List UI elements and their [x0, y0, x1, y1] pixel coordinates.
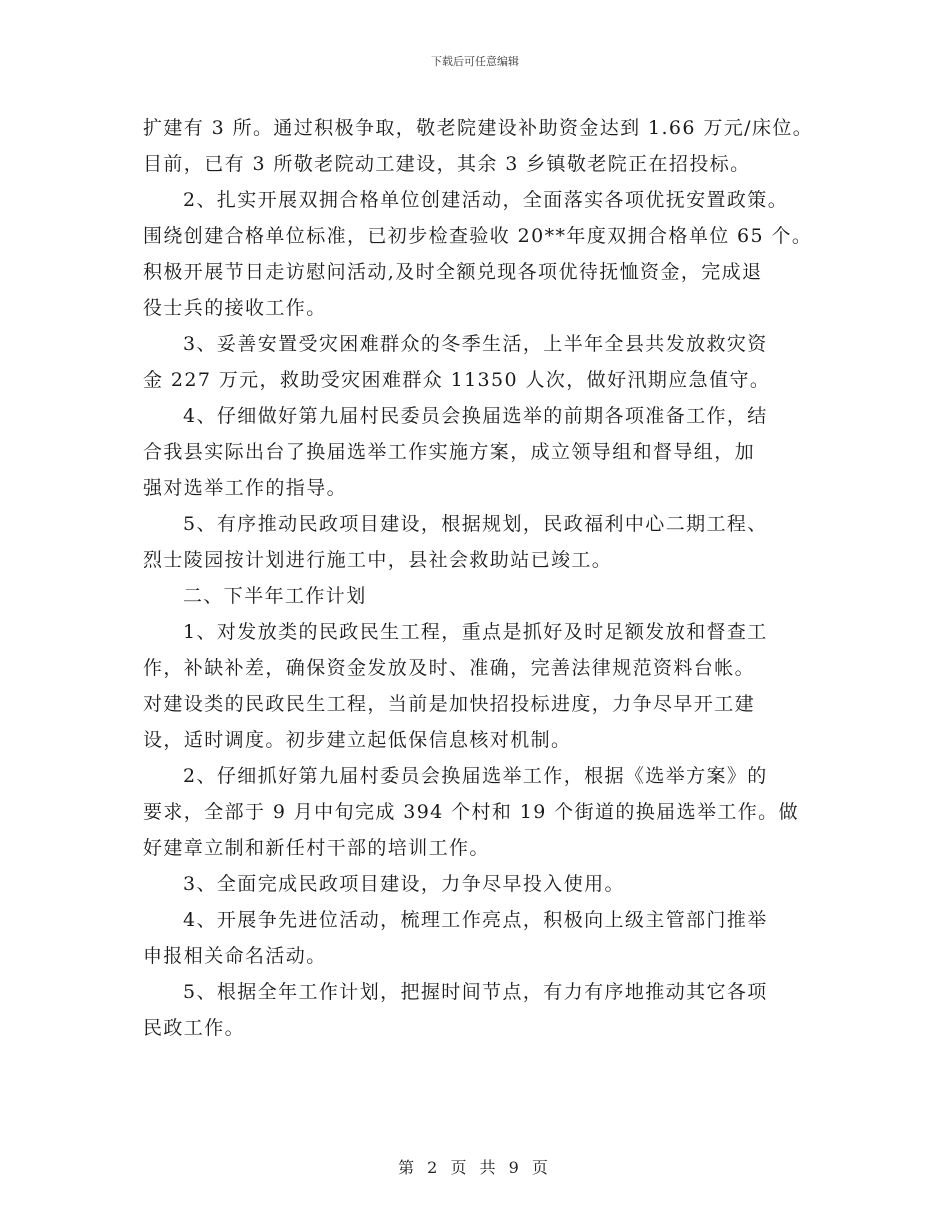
text-line: 申报相关命名活动。 — [143, 945, 327, 967]
text-line: 5、有序推动民政项目建设，根据规划，民政福利中心二期工程、 — [183, 513, 768, 535]
text-line: 对建设类的民政民生工程，当前是加快招投标进度，力争尽早开工建 — [143, 693, 756, 715]
page-number-footer: 第 2 页 共 9 页 — [398, 1158, 552, 1177]
text-line: 烈士陵园按计划进行施工中，县社会救助站已竣工。 — [143, 549, 613, 571]
text-line: 好建章立制和新任村干部的培训工作。 — [143, 837, 490, 859]
text-line: 5、根据全年工作计划，把握时间节点，有力有序地推动其它各项 — [183, 981, 768, 1003]
text-line: 积极开展节日走访慰问活动,及时全额兑现各项优待抚恤资金，完成退 — [143, 261, 763, 283]
text-line: 强对选举工作的指导。 — [143, 477, 348, 499]
text-line: 要求，全部于 9 月中旬完成 394 个村和 19 个街道的换届选举工作。做 — [143, 801, 799, 823]
document-body — [143, 110, 823, 1046]
text-line: 3、全面完成民政项目建设，力争尽早投入使用。 — [183, 873, 625, 895]
text-line: 设，适时调度。初步建立起低保信息核对机制。 — [143, 729, 572, 751]
text-line: 4、仔细做好第九届村民委员会换届选举的前期各项准备工作，结 — [183, 405, 768, 427]
text-line: 役士兵的接收工作。 — [143, 297, 327, 319]
text-line: 作，补缺补差，确保资金发放及时、准确，完善法律规范资料台帐。 — [143, 657, 756, 679]
text-line: 2、仔细抓好第九届村委员会换届选举工作，根据《选举方案》的 — [183, 765, 768, 787]
text-line: 4、开展争先进位活动，梳理工作亮点，积极向上级主管部门推举 — [183, 909, 768, 931]
text-line: 扩建有 3 所。通过积极争取，敬老院建设补助资金达到 1.66 万元/床位。 — [143, 117, 814, 139]
text-line: 金 227 万元，救助受灾困难群众 11350 人次，做好汛期应急值守。 — [143, 369, 771, 391]
text-line: 3、妥善安置受灾困难群众的冬季生活，上半年全县共发放救灾资 — [183, 333, 768, 355]
text-line: 1、对发放类的民政民生工程，重点是抓好及时足额发放和督查工 — [183, 621, 768, 643]
text-line: 围绕创建合格单位标准，已初步检查验收 20**年度双拥合格单位 65 个。 — [143, 225, 813, 247]
text-line: 2、扎实开展双拥合格单位创建活动，全面落实各项优抚安置政策。 — [183, 189, 789, 211]
section-heading: 二、下半年工作计划 — [183, 585, 367, 607]
text-line: 目前，已有 3 所敬老院动工建设，其余 3 乡镇敬老院正在招投标。 — [143, 153, 751, 175]
text-line: 民政工作。 — [143, 1017, 246, 1039]
text-line: 合我县实际出台了换届选举工作实施方案，成立领导组和督导组，加 — [143, 441, 756, 463]
page-header-note: 下载后可任意编辑 — [431, 55, 519, 68]
